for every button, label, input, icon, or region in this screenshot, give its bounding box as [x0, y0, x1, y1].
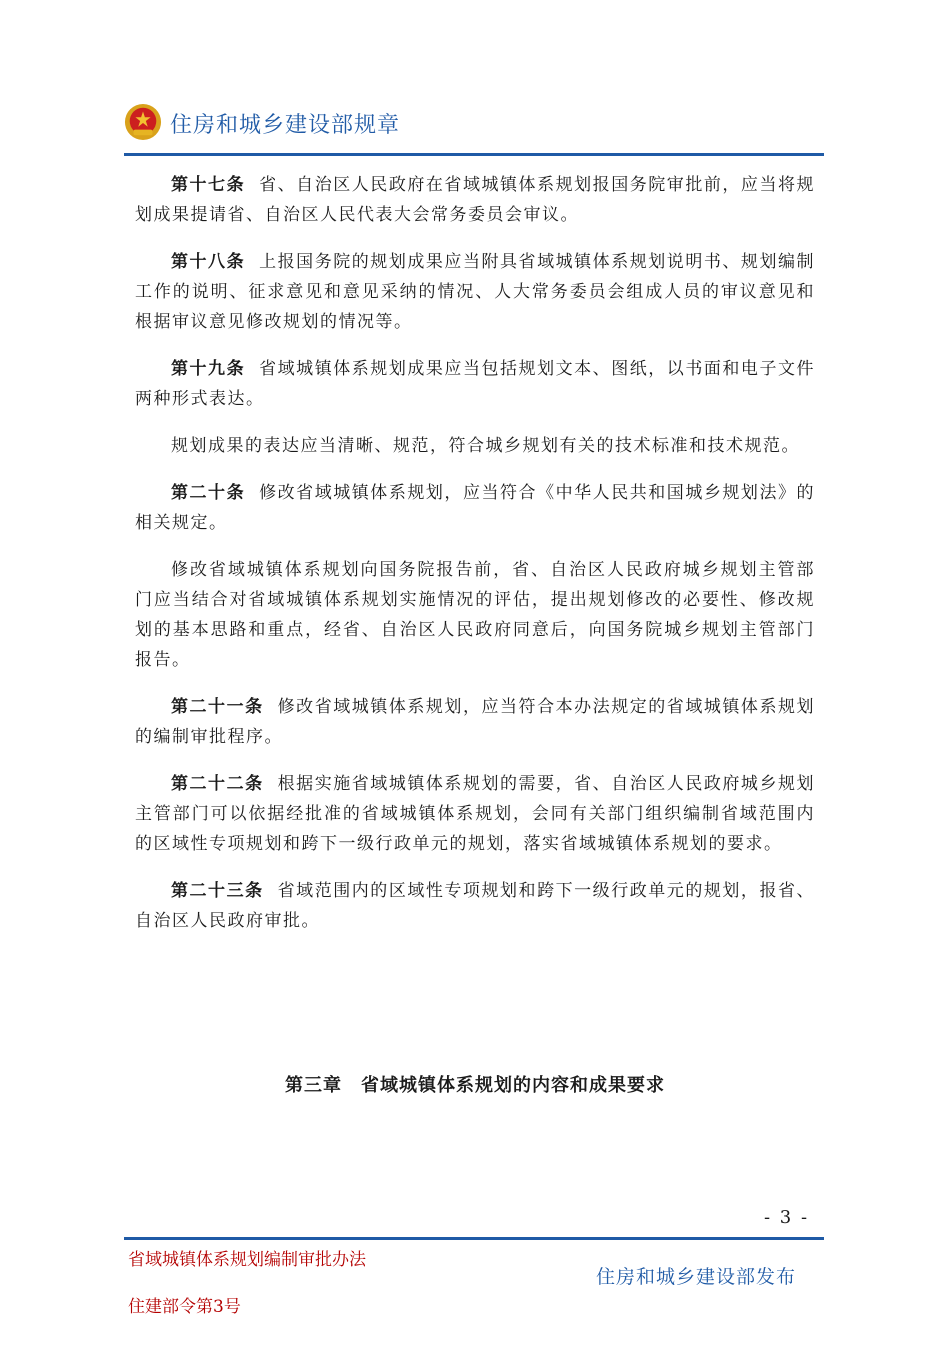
article-text: 修改省域城镇体系规划，应当符合本办法规定的省域城镇体系规划的编制审批程序。: [135, 697, 816, 747]
chapter-heading: 第三章 省域城镇体系规划的内容和成果要求: [285, 1075, 665, 1096]
article-paragraph: [135, 555, 815, 675]
article-text: 根据实施省域城镇体系规划的需要，省、自治区人民政府城乡规划主管部门可以依据经批准的省域城镇体系规划，会同有关部门组织编制省域范围内的区域性专项规划和跨下一级行政单元的规划，落实省域城镇体系规划的要求。: [135, 774, 816, 854]
article-paragraph: [135, 431, 815, 461]
article-paragraph: [135, 692, 815, 752]
article-paragraph: [135, 354, 815, 414]
article-paragraph: [135, 478, 815, 538]
footer-publisher: 住房和城乡建设部发布: [596, 1266, 797, 1288]
article-text: 省域城镇体系规划成果应当包括规划文本、图纸，以书面和电子文件两种形式表达。: [135, 359, 816, 409]
article-text: 省域范围内的区域性专项规划和跨下一级行政单元的规划，报省、自治区人民政府审批。: [135, 881, 816, 931]
footer-divider: [124, 1237, 824, 1240]
article-label: 第十七条: [171, 175, 246, 195]
article-paragraph: [135, 769, 815, 859]
article-label: 第二十二条: [171, 774, 264, 794]
article-paragraph: [135, 170, 815, 230]
article-text: 规划成果的表达应当清晰、规范，符合城乡规划有关的技术标准和技术规范。: [171, 436, 800, 456]
footer-order-number: 住建部令第3号: [128, 1297, 241, 1317]
article-label: 第二十一条: [171, 697, 264, 717]
page-number: - 3 -: [764, 1207, 810, 1228]
national-emblem-icon: [124, 103, 162, 141]
header-title: 住房和城乡建设部规章: [170, 113, 401, 138]
article-label: 第二十条: [171, 483, 246, 503]
article-paragraph: [135, 247, 815, 337]
article-label: 第十八条: [171, 252, 246, 272]
page-header: [124, 100, 824, 156]
article-label: 第二十三条: [171, 881, 264, 901]
header-divider: [124, 153, 824, 156]
article-label: 第十九条: [171, 359, 246, 379]
document-body: [135, 170, 815, 953]
footer-doc-title: 省域城镇体系规划编制审批办法: [128, 1250, 366, 1270]
article-text: 修改省域城镇体系规划向国务院报告前，省、自治区人民政府城乡规划主管部门应当结合对省域城镇体系规划实施情况的评估，提出规划修改的必要性、修改规划的基本思路和重点，经省、自治区人民政府同意后，向国务院城乡规划主管部门报告。: [135, 560, 815, 670]
article-paragraph: [135, 876, 815, 936]
article-text: 修改省域城镇体系规划，应当符合《中华人民共和国城乡规划法》的相关规定。: [135, 483, 816, 533]
article-text: 上报国务院的规划成果应当附具省域城镇体系规划说明书、规划编制工作的说明、征求意见和意见采纳的情况、人大常务委员会组成人员的审议意见和根据审议意见修改规划的情况等。: [135, 252, 816, 332]
article-text: 省、自治区人民政府在省域城镇体系规划报国务院审批前，应当将规划成果提请省、自治区人民代表大会常务委员会审议。: [135, 175, 816, 225]
